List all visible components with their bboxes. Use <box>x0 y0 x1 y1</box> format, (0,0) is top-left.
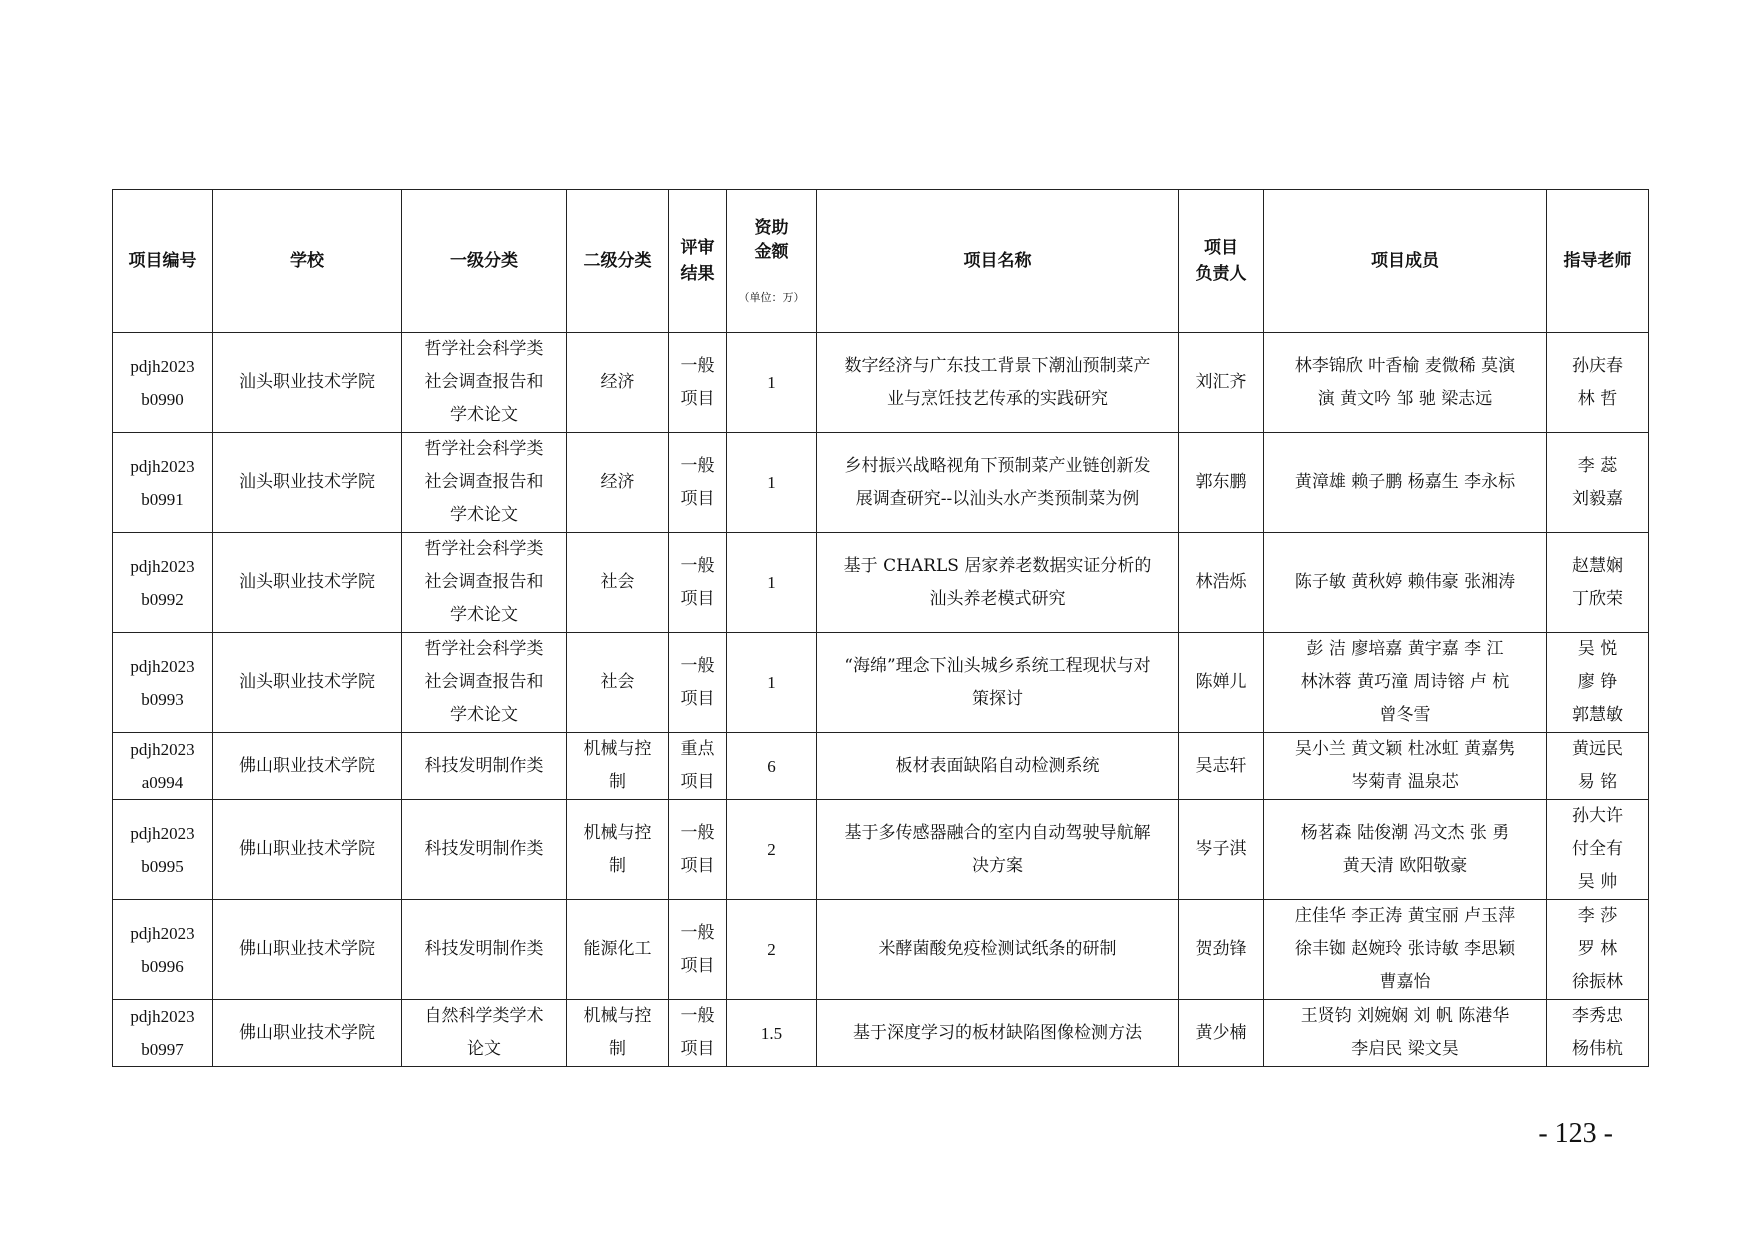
cell-advisor: 李 莎 罗 林 徐振林 <box>1547 900 1649 1000</box>
cell-category2: 能源化工 <box>567 900 669 1000</box>
cell-category1: 科技发明制作类 <box>402 800 567 900</box>
header-school: 学校 <box>213 190 402 333</box>
cell-project-name: 板材表面缺陷自动检测系统 <box>817 733 1179 800</box>
cell-members: 彭 洁 廖培嘉 黄宇嘉 李 江 林沐蓉 黄巧潼 周诗镕 卢 杭 曾冬雪 <box>1264 633 1547 733</box>
cell-members: 吴小兰 黄文颖 杜冰虹 黄嘉隽 岑菊青 温泉芯 <box>1264 733 1547 800</box>
header-amount-unit: （单位：万） <box>738 291 805 304</box>
cell-category2: 社会 <box>567 633 669 733</box>
cell-category1: 科技发明制作类 <box>402 733 567 800</box>
cell-code: pdjh2023 b0990 <box>113 333 213 433</box>
cell-school: 汕头职业技术学院 <box>213 333 402 433</box>
cell-leader: 林浩烁 <box>1179 533 1264 633</box>
cell-members: 杨茗森 陆俊潮 冯文杰 张 勇 黄天清 欧阳敬豪 <box>1264 800 1547 900</box>
cell-result: 一般 项目 <box>669 1000 727 1067</box>
cell-result: 一般 项目 <box>669 333 727 433</box>
cell-category2: 机械与控 制 <box>567 733 669 800</box>
cell-school: 佛山职业技术学院 <box>213 900 402 1000</box>
cell-amount: 2 <box>727 900 817 1000</box>
cell-amount: 1 <box>727 433 817 533</box>
cell-amount: 1.5 <box>727 1000 817 1067</box>
cell-school: 佛山职业技术学院 <box>213 733 402 800</box>
header-result: 评审 结果 <box>669 190 727 333</box>
cell-project-name: 米酵菌酸免疫检测试纸条的研制 <box>817 900 1179 1000</box>
cell-code: pdjh2023 b0991 <box>113 433 213 533</box>
cell-project-name: 基于深度学习的板材缺陷图像检测方法 <box>817 1000 1179 1067</box>
cell-category2: 经济 <box>567 333 669 433</box>
cell-code: pdjh2023 b0997 <box>113 1000 213 1067</box>
header-leader: 项目 负责人 <box>1179 190 1264 333</box>
cell-members: 陈子敏 黄秋婷 赖伟豪 张湘涛 <box>1264 533 1547 633</box>
cell-code: pdjh2023 b0995 <box>113 800 213 900</box>
table-row <box>113 733 1649 800</box>
table-row <box>113 800 1649 900</box>
cell-amount: 6 <box>727 733 817 800</box>
header-amount-label: 资助 金额 <box>754 218 789 262</box>
table-row <box>113 1000 1649 1067</box>
cell-advisor: 吴 悦 廖 铮 郭慧敏 <box>1547 633 1649 733</box>
cell-project-name: 数字经济与广东技工背景下潮汕预制菜产 业与烹饪技艺传承的实践研究 <box>817 333 1179 433</box>
cell-code: pdjh2023 b0996 <box>113 900 213 1000</box>
table-row <box>113 633 1649 733</box>
cell-advisor: 孙大许 付全有 吴 帅 <box>1547 800 1649 900</box>
header-project-name: 项目名称 <box>817 190 1179 333</box>
header-members: 项目成员 <box>1264 190 1547 333</box>
cell-category1: 科技发明制作类 <box>402 900 567 1000</box>
cell-code: pdjh2023 a0994 <box>113 733 213 800</box>
cell-result: 一般 项目 <box>669 900 727 1000</box>
table-row <box>113 900 1649 1000</box>
cell-result: 重点 项目 <box>669 733 727 800</box>
cell-advisor: 李秀忠 杨伟杭 <box>1547 1000 1649 1067</box>
cell-amount: 1 <box>727 633 817 733</box>
cell-amount: 2 <box>727 800 817 900</box>
header-amount <box>727 190 817 333</box>
cell-result: 一般 项目 <box>669 800 727 900</box>
cell-category2: 社会 <box>567 533 669 633</box>
cell-amount: 1 <box>727 533 817 633</box>
cell-leader: 吴志轩 <box>1179 733 1264 800</box>
cell-project-name: 乡村振兴战略视角下预制菜产业链创新发 展调查研究--以汕头水产类预制菜为例 <box>817 433 1179 533</box>
cell-leader: 刘汇齐 <box>1179 333 1264 433</box>
cell-result: 一般 项目 <box>669 433 727 533</box>
cell-advisor: 孙庆春 林 哲 <box>1547 333 1649 433</box>
cell-project-name: “海绵”理念下汕头城乡系统工程现状与对 策探讨 <box>817 633 1179 733</box>
cell-amount: 1 <box>727 333 817 433</box>
table-row <box>113 333 1649 433</box>
cell-category2: 机械与控 制 <box>567 800 669 900</box>
cell-code: pdjh2023 b0992 <box>113 533 213 633</box>
cell-members: 黄漳雄 赖子鹏 杨嘉生 李永标 <box>1264 433 1547 533</box>
table-row <box>113 433 1649 533</box>
cell-advisor: 赵慧娴 丁欣荣 <box>1547 533 1649 633</box>
cell-leader: 黄少楠 <box>1179 1000 1264 1067</box>
cell-leader: 贺劲锋 <box>1179 900 1264 1000</box>
cell-result: 一般 项目 <box>669 533 727 633</box>
page-number: - 123 - <box>1538 1118 1613 1149</box>
cell-school: 汕头职业技术学院 <box>213 533 402 633</box>
cell-category2: 机械与控 制 <box>567 1000 669 1067</box>
cell-school: 汕头职业技术学院 <box>213 433 402 533</box>
cell-project-name: 基于多传感器融合的室内自动驾驶导航解 决方案 <box>817 800 1179 900</box>
cell-project-name: 基于 CHARLS 居家养老数据实证分析的 汕头养老模式研究 <box>817 533 1179 633</box>
header-advisor: 指导老师 <box>1547 190 1649 333</box>
cell-code: pdjh2023 b0993 <box>113 633 213 733</box>
cell-leader: 郭东鹏 <box>1179 433 1264 533</box>
header-category2: 二级分类 <box>567 190 669 333</box>
cell-members: 林李锦欣 叶香榆 麦微稀 莫演 演 黄文吟 邹 驰 梁志远 <box>1264 333 1547 433</box>
cell-category1: 自然科学类学术 论文 <box>402 1000 567 1067</box>
cell-leader: 陈婵儿 <box>1179 633 1264 733</box>
header-category1: 一级分类 <box>402 190 567 333</box>
cell-school: 佛山职业技术学院 <box>213 1000 402 1067</box>
cell-category1: 哲学社会科学类 社会调查报告和 学术论文 <box>402 533 567 633</box>
cell-school: 佛山职业技术学院 <box>213 800 402 900</box>
cell-school: 汕头职业技术学院 <box>213 633 402 733</box>
cell-advisor: 黄远民 易 铭 <box>1547 733 1649 800</box>
cell-category1: 哲学社会科学类 社会调查报告和 学术论文 <box>402 433 567 533</box>
cell-members: 庄佳华 李正涛 黄宝丽 卢玉萍 徐丰铷 赵婉玲 张诗敏 李思颖 曹嘉怡 <box>1264 900 1547 1000</box>
cell-advisor: 李 蕊 刘毅嘉 <box>1547 433 1649 533</box>
cell-leader: 岑子淇 <box>1179 800 1264 900</box>
cell-members: 王贤钧 刘婉娴 刘 帆 陈港华 李启民 梁文昊 <box>1264 1000 1547 1067</box>
table-header-row <box>113 190 1649 333</box>
project-table <box>112 189 1649 1067</box>
cell-category1: 哲学社会科学类 社会调查报告和 学术论文 <box>402 633 567 733</box>
header-code: 项目编号 <box>113 190 213 333</box>
cell-category2: 经济 <box>567 433 669 533</box>
cell-result: 一般 项目 <box>669 633 727 733</box>
table-row <box>113 533 1649 633</box>
cell-category1: 哲学社会科学类 社会调查报告和 学术论文 <box>402 333 567 433</box>
